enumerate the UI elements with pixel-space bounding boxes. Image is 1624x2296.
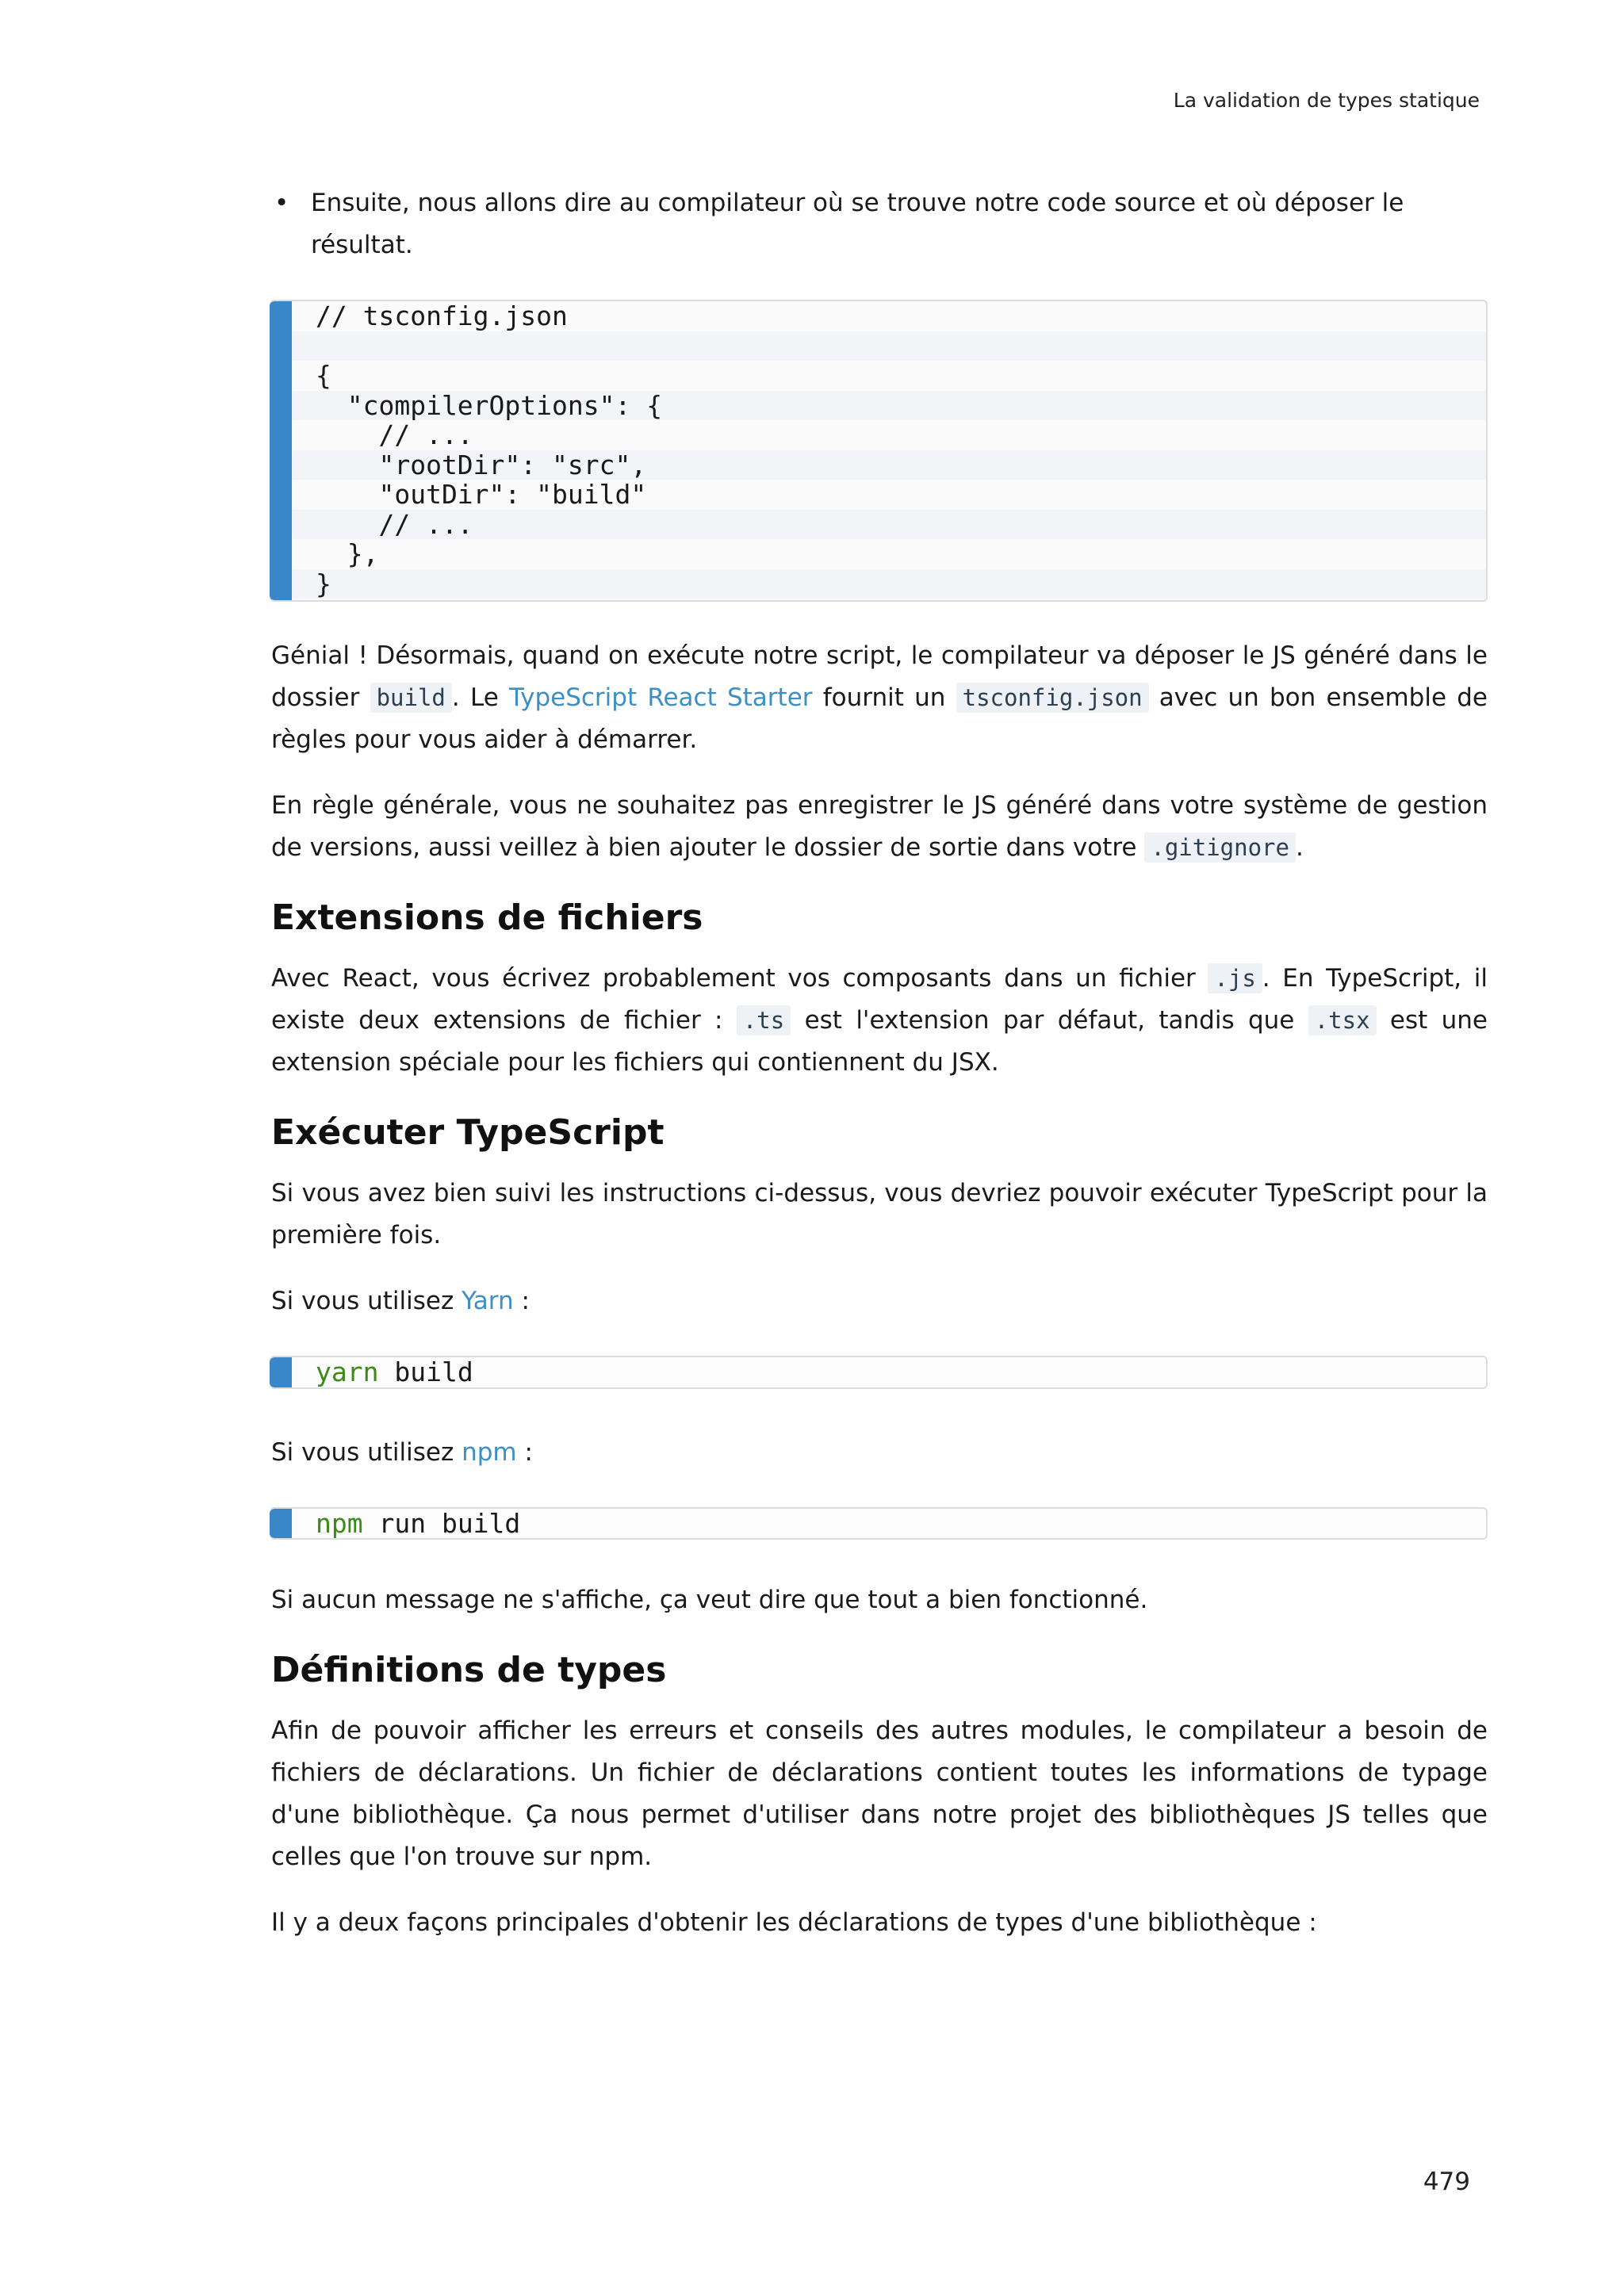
inline-code-tsx: .tsx (1308, 1005, 1377, 1035)
heading-definitions: Définitions de types (271, 1650, 667, 1690)
link-typescript-react-starter[interactable]: TypeScript React Starter (509, 683, 813, 712)
code-line: // ... (316, 419, 473, 450)
bullet-marker: • (274, 189, 289, 217)
code-line: // ... (270, 510, 1486, 540)
paragraph-yarn: Si vous utilisez Yarn : (271, 1287, 530, 1315)
paragraph-build-output: Génial ! Désormais, quand on exécute notre script, le compilateur va déposer le JS généré dans le dossier build . Le TypeScript React Starter fournit un tsconfig.json avec un bon ensemble de règles pour vous aider à démarrer. (271, 641, 1488, 754)
inline-code-build: build (370, 683, 452, 713)
inline-code-tsconfig: tsconfig.json (956, 683, 1149, 713)
code-line: yarn build (270, 1357, 1486, 1387)
inline-code-ts: .ts (737, 1005, 791, 1035)
page-content (271, 182, 1488, 1968)
bullet-item (271, 182, 1488, 266)
code-line: "compilerOptions": { (270, 391, 1486, 421)
paragraph-success: Si aucun message ne s'affiche, ça veut dire que tout a bien fonctionné. (271, 1586, 1148, 1614)
code-line: // tsconfig.json (316, 300, 568, 331)
link-npm[interactable]: npm (462, 1437, 517, 1467)
inline-code-gitignore: .gitignore (1144, 832, 1296, 863)
link-yarn[interactable]: Yarn (462, 1287, 514, 1315)
code-block-npm (270, 1507, 1488, 1540)
paragraph-definitions: Afin de pouvoir afficher les erreurs et conseils des autres modules, le compilateur a besoin de fichiers de déclarations. Un fichier de déclarations contient toutes les informations de typage d'une bibliothèque. Ça nous permet d'utiliser dans notre projet des bibliothèques JS telles que celles que l'on trouve sur npm. (271, 1716, 1488, 1871)
heading-execute: Exécuter TypeScript (271, 1112, 665, 1153)
code-line: npm run build (270, 1509, 1486, 1539)
inline-code-js: .js (1208, 963, 1262, 993)
command-name: npm (316, 1507, 363, 1539)
heading-extensions: Extensions de fichiers (271, 897, 703, 938)
code-line: } (270, 569, 1486, 599)
command-name: yarn (316, 1357, 379, 1387)
paragraph-execute: Si vous avez bien suivi les instructions ci-dessus, vous devriez pouvoir exécuter TypeScript pour la première fois. (271, 1179, 1488, 1249)
code-line: "rootDir": "src", (270, 450, 1486, 480)
code-block-yarn (270, 1356, 1488, 1389)
code-line: }, (316, 538, 379, 569)
paragraph-extensions: Avec React, vous écrivez probablement vos composants dans un fichier .js . En TypeScript, il existe deux extensions de fichier : .ts est l'extension par défaut, tandis que .tsx est une extension spéciale pour les fichiers qui contiennent du JSX. (271, 964, 1488, 1077)
bullet-text: Ensuite, nous allons dire au compilateur où se trouve notre code source et où déposer le résultat. (311, 189, 1404, 259)
code-block-tsconfig (270, 300, 1488, 602)
paragraph-two-ways: Il y a deux façons principales d'obtenir les déclarations de types d'une bibliothèque : (271, 1908, 1317, 1937)
code-line: { (316, 360, 331, 391)
running-header: La validation de types statique (1173, 89, 1480, 112)
paragraph-npm: Si vous utilisez npm : (271, 1437, 533, 1467)
paragraph-gitignore: En règle générale, vous ne souhaitez pas enregistrer le JS généré dans votre système de gestion de versions, aussi veillez à bien ajouter le dossier de sortie dans votre .gitignore . (271, 791, 1488, 862)
page-number: 479 (1423, 2168, 1470, 2196)
code-line: "outDir": "build" (316, 479, 647, 510)
code-line (270, 331, 1486, 362)
